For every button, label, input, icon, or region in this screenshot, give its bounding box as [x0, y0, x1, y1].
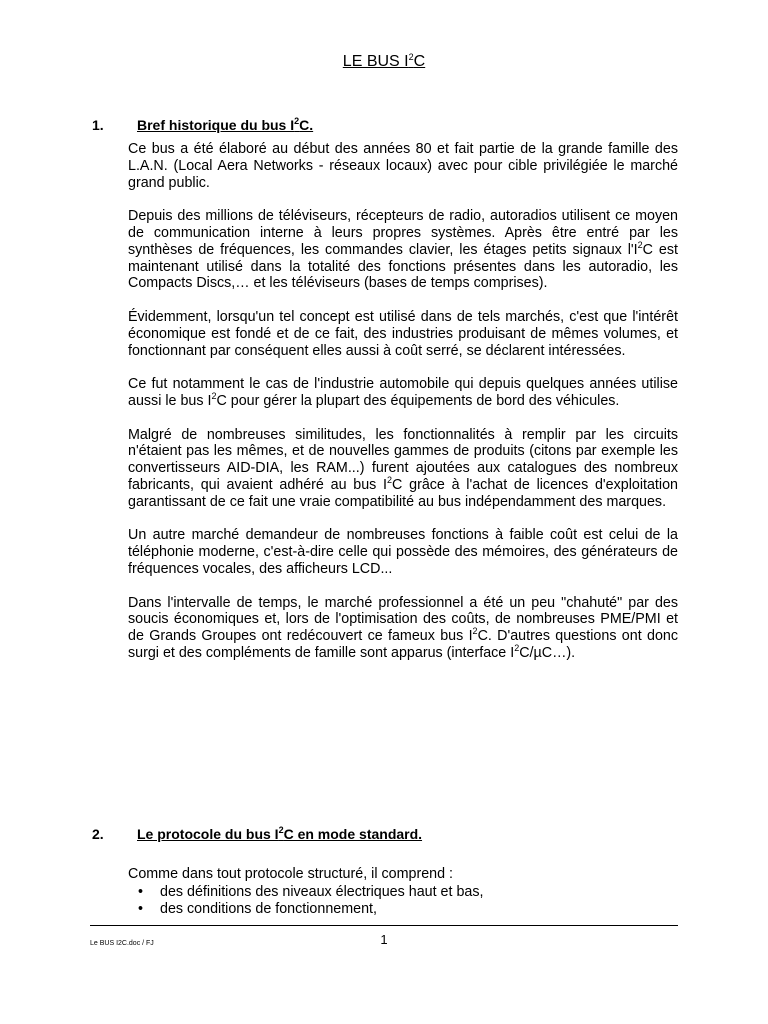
paragraph-7-text-b: C. D'autres questions ont donc surgi et des compléments de famille sont apparus (interface I — [128, 628, 678, 661]
section-1-number: 1. — [92, 117, 104, 133]
section-1-heading-end: C. — [299, 117, 314, 133]
section-2-heading-text: Le protocole du bus I — [137, 826, 279, 842]
page-title — [0, 52, 768, 72]
page-number: 1 — [380, 932, 388, 947]
section-2-heading — [92, 825, 422, 843]
paragraph-2-superscript: 2 — [637, 239, 643, 250]
paragraph-4-superscript: 2 — [211, 390, 217, 401]
paragraph-6: Un autre marché demandeur de nombreuses fonctions à faible coût est celui de la téléphonie moderne, c'est-à-dire celle qui possède des mémoires, des générateurs de fréquences vocales, des afficheurs LCD... — [128, 527, 678, 577]
paragraph-5-text-b: C grâce à l'achat de licences d'exploitation garantissant de ce fait une vraie compatibilité au bus indépendamment des marques. — [128, 476, 678, 510]
title-text: LE BUS I — [342, 53, 409, 70]
paragraph-7-superscript-2: 2 — [514, 642, 520, 653]
paragraph-5-text-a: Malgré de nombreuses similitudes, les fonctionnalités à remplir par les circuits n'étaient pas les mêmes, et de nouvelles gammes de produits (citons par exemple les convertisseurs AID-DIA, les RAM...) furent ajoutées aux catalogues des nombreux fabricants, qui avaient adhéré au bus I — [128, 426, 678, 493]
paragraph-7-superscript-1: 2 — [472, 626, 478, 637]
paragraph-7-text-a: Dans l'intervalle de temps, le marché professionnel a été un peu "chahuté" par des soucis économiques et, lors de l'optimisation des coûts, de nombreuses PME/PMI et de Grands Groupes ont redécouvert ce fameux bus I — [128, 594, 678, 645]
bullet-icon: • — [138, 884, 144, 900]
footer-filename: Le BUS I2C.doc / FJ — [90, 940, 154, 947]
paragraph-4 — [128, 376, 678, 410]
list-item — [128, 884, 483, 901]
paragraph-2 — [128, 208, 678, 292]
section-1-heading-text: Bref historique du bus I — [137, 117, 295, 133]
paragraph-3: Évidemment, lorsqu'un tel concept est utilisé dans de tels marchés, c'est que l'intérêt économique est fondé et de ce fait, des industries produisant de mêmes volumes, et fonctionnant par conséquent elles aussi à coût serré, se déclarent intéressées. — [128, 308, 678, 359]
list-item-text: des conditions de fonctionnement, — [160, 901, 377, 917]
section-2-heading-superscript: 2 — [278, 825, 284, 835]
section-2-heading-end: C en mode standard. — [283, 826, 423, 842]
section-1-body — [128, 141, 678, 679]
paragraph-1: Ce bus a été élaboré au début des années 80 et fait partie de la grande famille des L.A.N. (Local Aera Networks - réseaux locaux) avec pour cible privilégiée le marché grand public. — [128, 141, 678, 191]
list-item-text: des définitions des niveaux électriques haut et bas, — [160, 884, 484, 900]
paragraph-7-text-c: C/µC…). — [519, 644, 576, 661]
section-2-bullet-list — [128, 884, 483, 918]
bullet-icon: • — [138, 901, 144, 917]
section-1-heading — [92, 116, 313, 134]
paragraph-4-text-a: Ce fut notamment le cas de l'industrie automobile qui depuis quelques années utilise aussi le bus I — [128, 376, 678, 409]
title-superscript: 2 — [408, 52, 414, 62]
paragraph-7 — [128, 595, 678, 662]
paragraph-5-superscript: 2 — [387, 474, 393, 485]
paragraph-5 — [128, 427, 678, 511]
section-1-heading-superscript: 2 — [294, 116, 300, 126]
footer-divider — [90, 925, 678, 926]
paragraph-4-text-b: C pour gérer la plupart des équipements de bord des véhicules. — [216, 392, 620, 409]
section-2-number: 2. — [92, 826, 104, 842]
paragraph-2-text-a: Depuis des millions de téléviseurs, récepteurs de radio, autoradios utilisent ce moyen de communication interne à leurs propres systèmes. Après être entré par les synthèses de fréquences, les commandes clavier, les étages petits signaux l'I — [128, 208, 678, 258]
paragraph-2-text-b: C est maintenant utilisé dans la totalité des fonctions présentes dans les autoradio, les Compacts Discs,… et les téléviseurs (bases de temps comprises). — [128, 241, 678, 292]
title-text-end: C — [413, 53, 426, 70]
list-item — [128, 901, 483, 918]
section-2-intro: Comme dans tout protocole structuré, il comprend : — [128, 866, 454, 882]
